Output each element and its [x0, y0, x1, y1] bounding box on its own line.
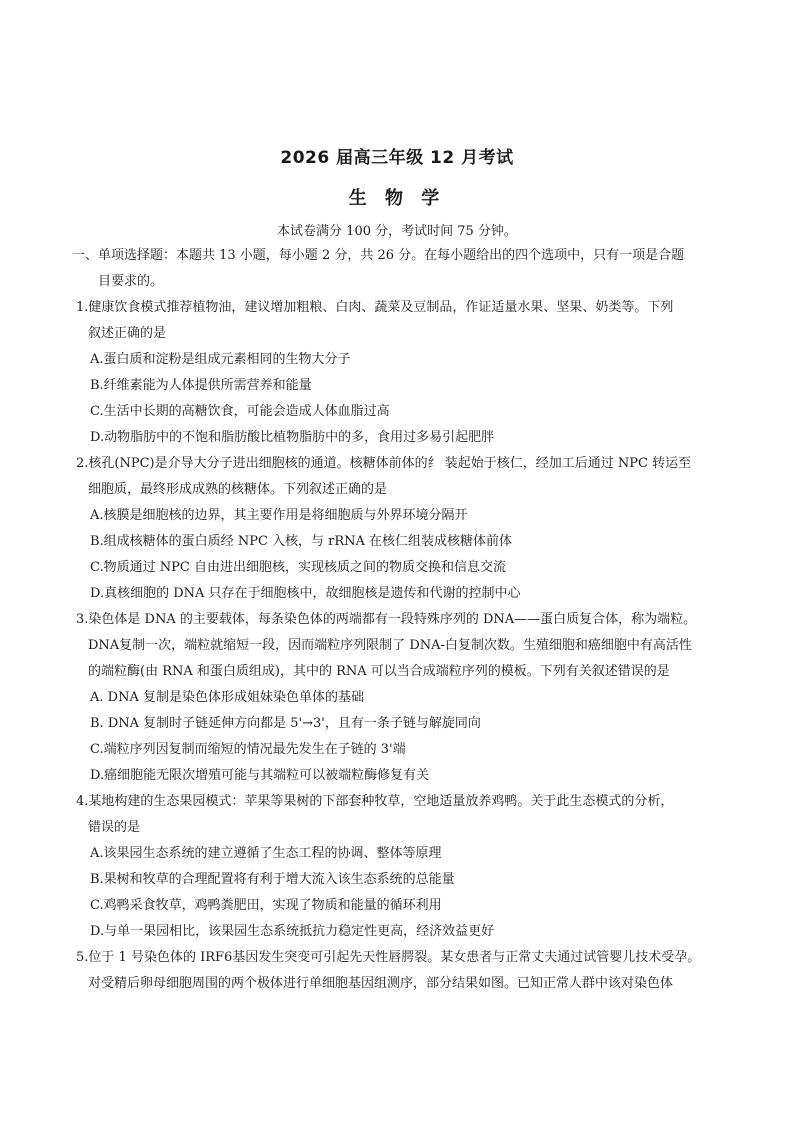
- question-stem: 1.健康饮食模式推荐植物油，建议增加粗粮、白肉、蔬菜及豆制品，作证适量水果、坚果、奶类等。下列: [76, 300, 674, 315]
- option-c: C.生活中长期的高糖饮食，可能会造成人体血脂过高: [90, 404, 390, 419]
- question-stem-cont: 错误的是: [88, 820, 141, 835]
- option-c: C.鸡鸭采食牧草，鸡鸭粪肥田，实现了物质和能量的循环利用: [90, 898, 442, 913]
- question-stem: 2.核孔(NPC)是介导大分子进出细胞核的通道。核糖体前体的纟 装起始于核仁，经加工后通过 NPC 转运至: [76, 456, 692, 471]
- question-stem-cont: 细胞质，最终形成成熟的核糖体。下列叙述正确的是: [88, 482, 388, 497]
- question-stem-cont: 叙述正确的是: [88, 326, 167, 341]
- question-3: [72, 607, 726, 789]
- question-1: [72, 295, 726, 451]
- option-a: A. DNA 复制是染色体形成姐妹染色单体的基础: [90, 690, 364, 705]
- option-c: C.端粒序列因复制而缩短的情况最先发生在子链的 3'端: [90, 742, 406, 757]
- exam-content: [72, 243, 726, 997]
- question-stem: 3.染色体是 DNA 的主要载体，每条染色体的两端都有一段特殊序列的 DNA——蛋白质复合体，称为端粒。: [76, 612, 697, 627]
- question-5: [72, 945, 726, 997]
- question-4: [72, 789, 726, 945]
- subject-title: 生 物 学: [348, 188, 446, 209]
- question-stem: 4.某地构建的生态果园模式：苹果等果树的下部套种牧草，空地适量放养鸡鸭。关于此生态模式的分析，: [76, 794, 674, 809]
- option-b: B.纤维素能为人体提供所需营养和能量: [90, 378, 312, 393]
- exam-title: 2026 届高三年级 12 月考试: [280, 148, 514, 168]
- option-d: D.与单一果园相比，该果园生态系统抵抗力稳定性更高，经济效益更好: [90, 924, 495, 939]
- option-d: D.癌细胞能无限次增殖可能与其端粒可以被端粒酶修复有关: [90, 768, 430, 783]
- option-a: A.蛋白质和淀粉是组成元素相同的生物大分子: [90, 352, 351, 367]
- exam-note: 本试卷满分 100 分，考试时间 75 分钟。: [277, 224, 517, 239]
- option-c: C.物质通过 NPC 自由进出细胞核，实现核质之间的物质交换和信息交流: [90, 560, 506, 575]
- question-stem-cont: 对受精后卵母细胞周围的两个极体进行单细胞基因组测序，部分结果如图。已知正常人群中该对染色体: [88, 976, 674, 991]
- section-heading: 一、单项选择题：本题共 13 小题，每小题 2 分，共 26 分。在每小题给出的四个选项中，只有一项是合题: [72, 248, 685, 263]
- option-d: D.真核细胞的 DNA 只存在于细胞核中，故细胞核是遗传和代谢的控制中心: [90, 586, 521, 601]
- option-a: A.核膜是细胞核的边界，其主要作用是将细胞质与外界环境分隔开: [90, 508, 468, 523]
- option-b: B. DNA 复制时子链延伸方向都是 5'→3'，且有一条子链与解旋同向: [90, 716, 481, 731]
- option-a: A.该果园生态系统的建立遵循了生态工程的协调、整体等原理: [90, 846, 442, 861]
- question-stem: 5.位于 1 号染色体的 IRF6基因发生突变可引起先天性唇腭裂。某女患者与正常丈夫通过试管婴儿技术受孕。: [76, 950, 701, 965]
- question-stem-cont: DNA复制一次，端粒就缩短一段，因而端粒序列限制了 DNA-白复制次数。生殖细胞和癌细胞中有高活性: [88, 638, 692, 653]
- question-2: [72, 451, 726, 607]
- option-b: B.组成核糖体的蛋白质经 NPC 入核，与 rRNA 在核仁组装成核糖体前体: [90, 534, 513, 549]
- option-b: B.果树和牧草的合理配置将有利于增大流入该生态系统的总能量: [90, 872, 455, 887]
- question-stem-cont: 的端粒酶(由 RNA 和蛋白质组成)，其中的 RNA 可以当合成端粒序列的模板。下列有关叙述错误的是: [88, 664, 670, 679]
- option-d: D.动物脂肪中的不饱和脂肪酸比植物脂肪中的多，食用过多易引起肥胖: [90, 430, 495, 445]
- section-heading-cont: 目要求的。: [98, 274, 164, 289]
